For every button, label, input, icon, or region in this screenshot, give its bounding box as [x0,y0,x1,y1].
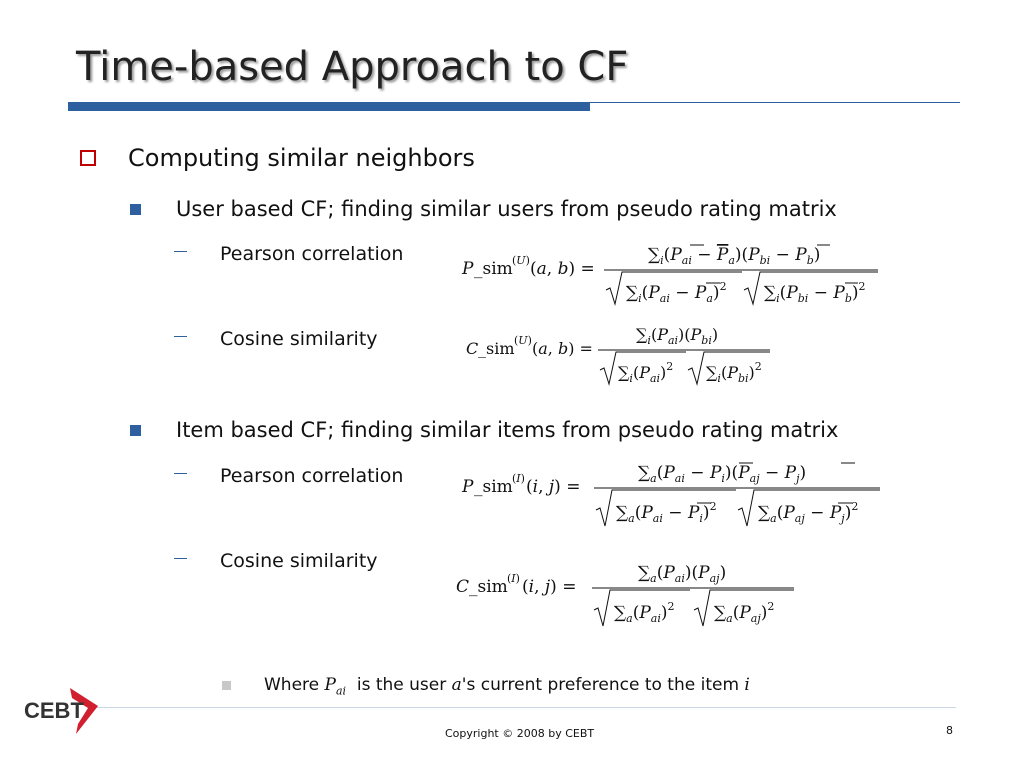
svg-text:∑a(Paj − Pj)2: $\sum_a(P_{aj} - P_j)^2$ [758,500,859,525]
note-item-var: i [744,675,750,695]
hollow-square-bullet-icon [80,150,96,166]
footer-divider [96,707,956,708]
svg-text:(U): (U) [512,254,530,267]
bullet-text: Cosine similarity [220,328,378,350]
svg-text:_sim: _sim [478,339,515,358]
formula-pearson-item [460,456,890,532]
svg-text:(i, j) =: (i, j) = [522,577,577,597]
svg-text:∑a(Paj)2: $\sum_a(P_{aj})^2$ [714,600,775,625]
formula-pearson-user [460,238,890,310]
square-bullet-icon [130,204,141,215]
svg-text:P: P [462,259,474,279]
page-number: 8 [946,724,953,737]
pearson-item-formula-svg [460,456,890,532]
title-underline-thin [590,102,960,103]
formula-cosine-user [464,320,784,392]
cebt-logo [22,684,104,736]
svg-text:P: P [462,477,474,497]
svg-text:C: C [456,577,470,597]
svg-text:∑i(Pai)2: $\sum_i(P_{ai})^2$ [618,360,674,385]
svg-text:∑i(Pai)(Pbi): $\sum_i(P_{ai})(P_{bi})$ [636,325,719,347]
dash-bullet-icon [174,473,187,474]
square-bullet-icon [222,681,231,690]
svg-text:(a, b) =: (a, b) = [532,339,593,358]
svg-text:∑i(Pbi)2: $\sum_i(P_{bi})^2$ [706,360,762,385]
svg-text:C: C [466,339,479,358]
svg-text:(I): (I) [507,572,520,585]
note-var-p: P [324,675,336,695]
svg-text:∑a(Pai − Pi)2: $\sum_a(P_{ai} - P_i)^2$ [616,500,717,525]
svg-text:∑a(Pai)2: $\sum_a(P_{ai})^2$ [614,600,675,625]
note-user-var: a [451,675,462,695]
bullet-text: Pearson correlation [220,465,404,487]
svg-text:_sim: _sim [474,477,513,497]
footer-copyright: Copyright © 2008 by CEBT [445,727,595,740]
svg-text:∑i(Pai − Pa)(Pbi − Pb): $\sum_i(P_{ai} - P_a)(P_{bi} - P_b)$ [648,245,821,267]
bullet-text: Item based CF; finding similar items from pseudo rating matrix [176,418,839,442]
pearson-user-formula-svg [460,238,890,310]
svg-text:∑i(Pbi − Pb)2: $\sum_i(P_{bi} - P_b)^2$ [764,280,866,305]
bullet-text: Computing similar neighbors [128,144,475,172]
svg-text:_sim: _sim [474,259,513,279]
svg-text:(i, j) =: (i, j) = [526,477,581,497]
note-var-sub: ai [335,684,347,698]
svg-text:∑i(Pai − Pa)2: $\sum_i(P_{ai} - P_a)^2$ [626,280,727,305]
bullet-text: Pearson correlation [220,243,404,265]
note-text [264,675,750,697]
svg-text:(I): (I) [512,472,525,485]
cosine-item-formula-svg [452,558,802,634]
dash-bullet-icon [174,336,187,337]
logo-text: CEBT [24,698,84,723]
dash-bullet-icon [174,558,187,559]
bullet-text: Cosine similarity [220,550,378,572]
cosine-user-formula-svg [464,320,784,392]
square-bullet-icon [130,425,141,436]
svg-text:∑a(Pai − Pi)(Paj − Pj): $\sum_a(P_{ai} - P_i)(P_{aj} - P_j)$ [638,463,807,485]
bullet-text: User based CF; finding similar users from pseudo rating matrix [176,197,837,221]
svg-text:(U): (U) [514,334,532,347]
cebt-logo-icon [22,684,104,736]
svg-text:(a, b) =: (a, b) = [530,259,595,279]
title-underline-thick [68,102,590,111]
note-mid2: 's current preference to the item [461,675,740,695]
svg-text:_sim: _sim [469,577,508,597]
note-mid: is the user [356,675,447,695]
dash-bullet-icon [174,251,187,252]
slide-title: Time-based Approach to CF [76,44,629,90]
note-prefix: Where [264,675,320,695]
svg-text:∑a(Pai)(Paj): $\sum_a(P_{ai})(P_{aj})$ [638,563,727,585]
formula-cosine-item [452,558,802,634]
